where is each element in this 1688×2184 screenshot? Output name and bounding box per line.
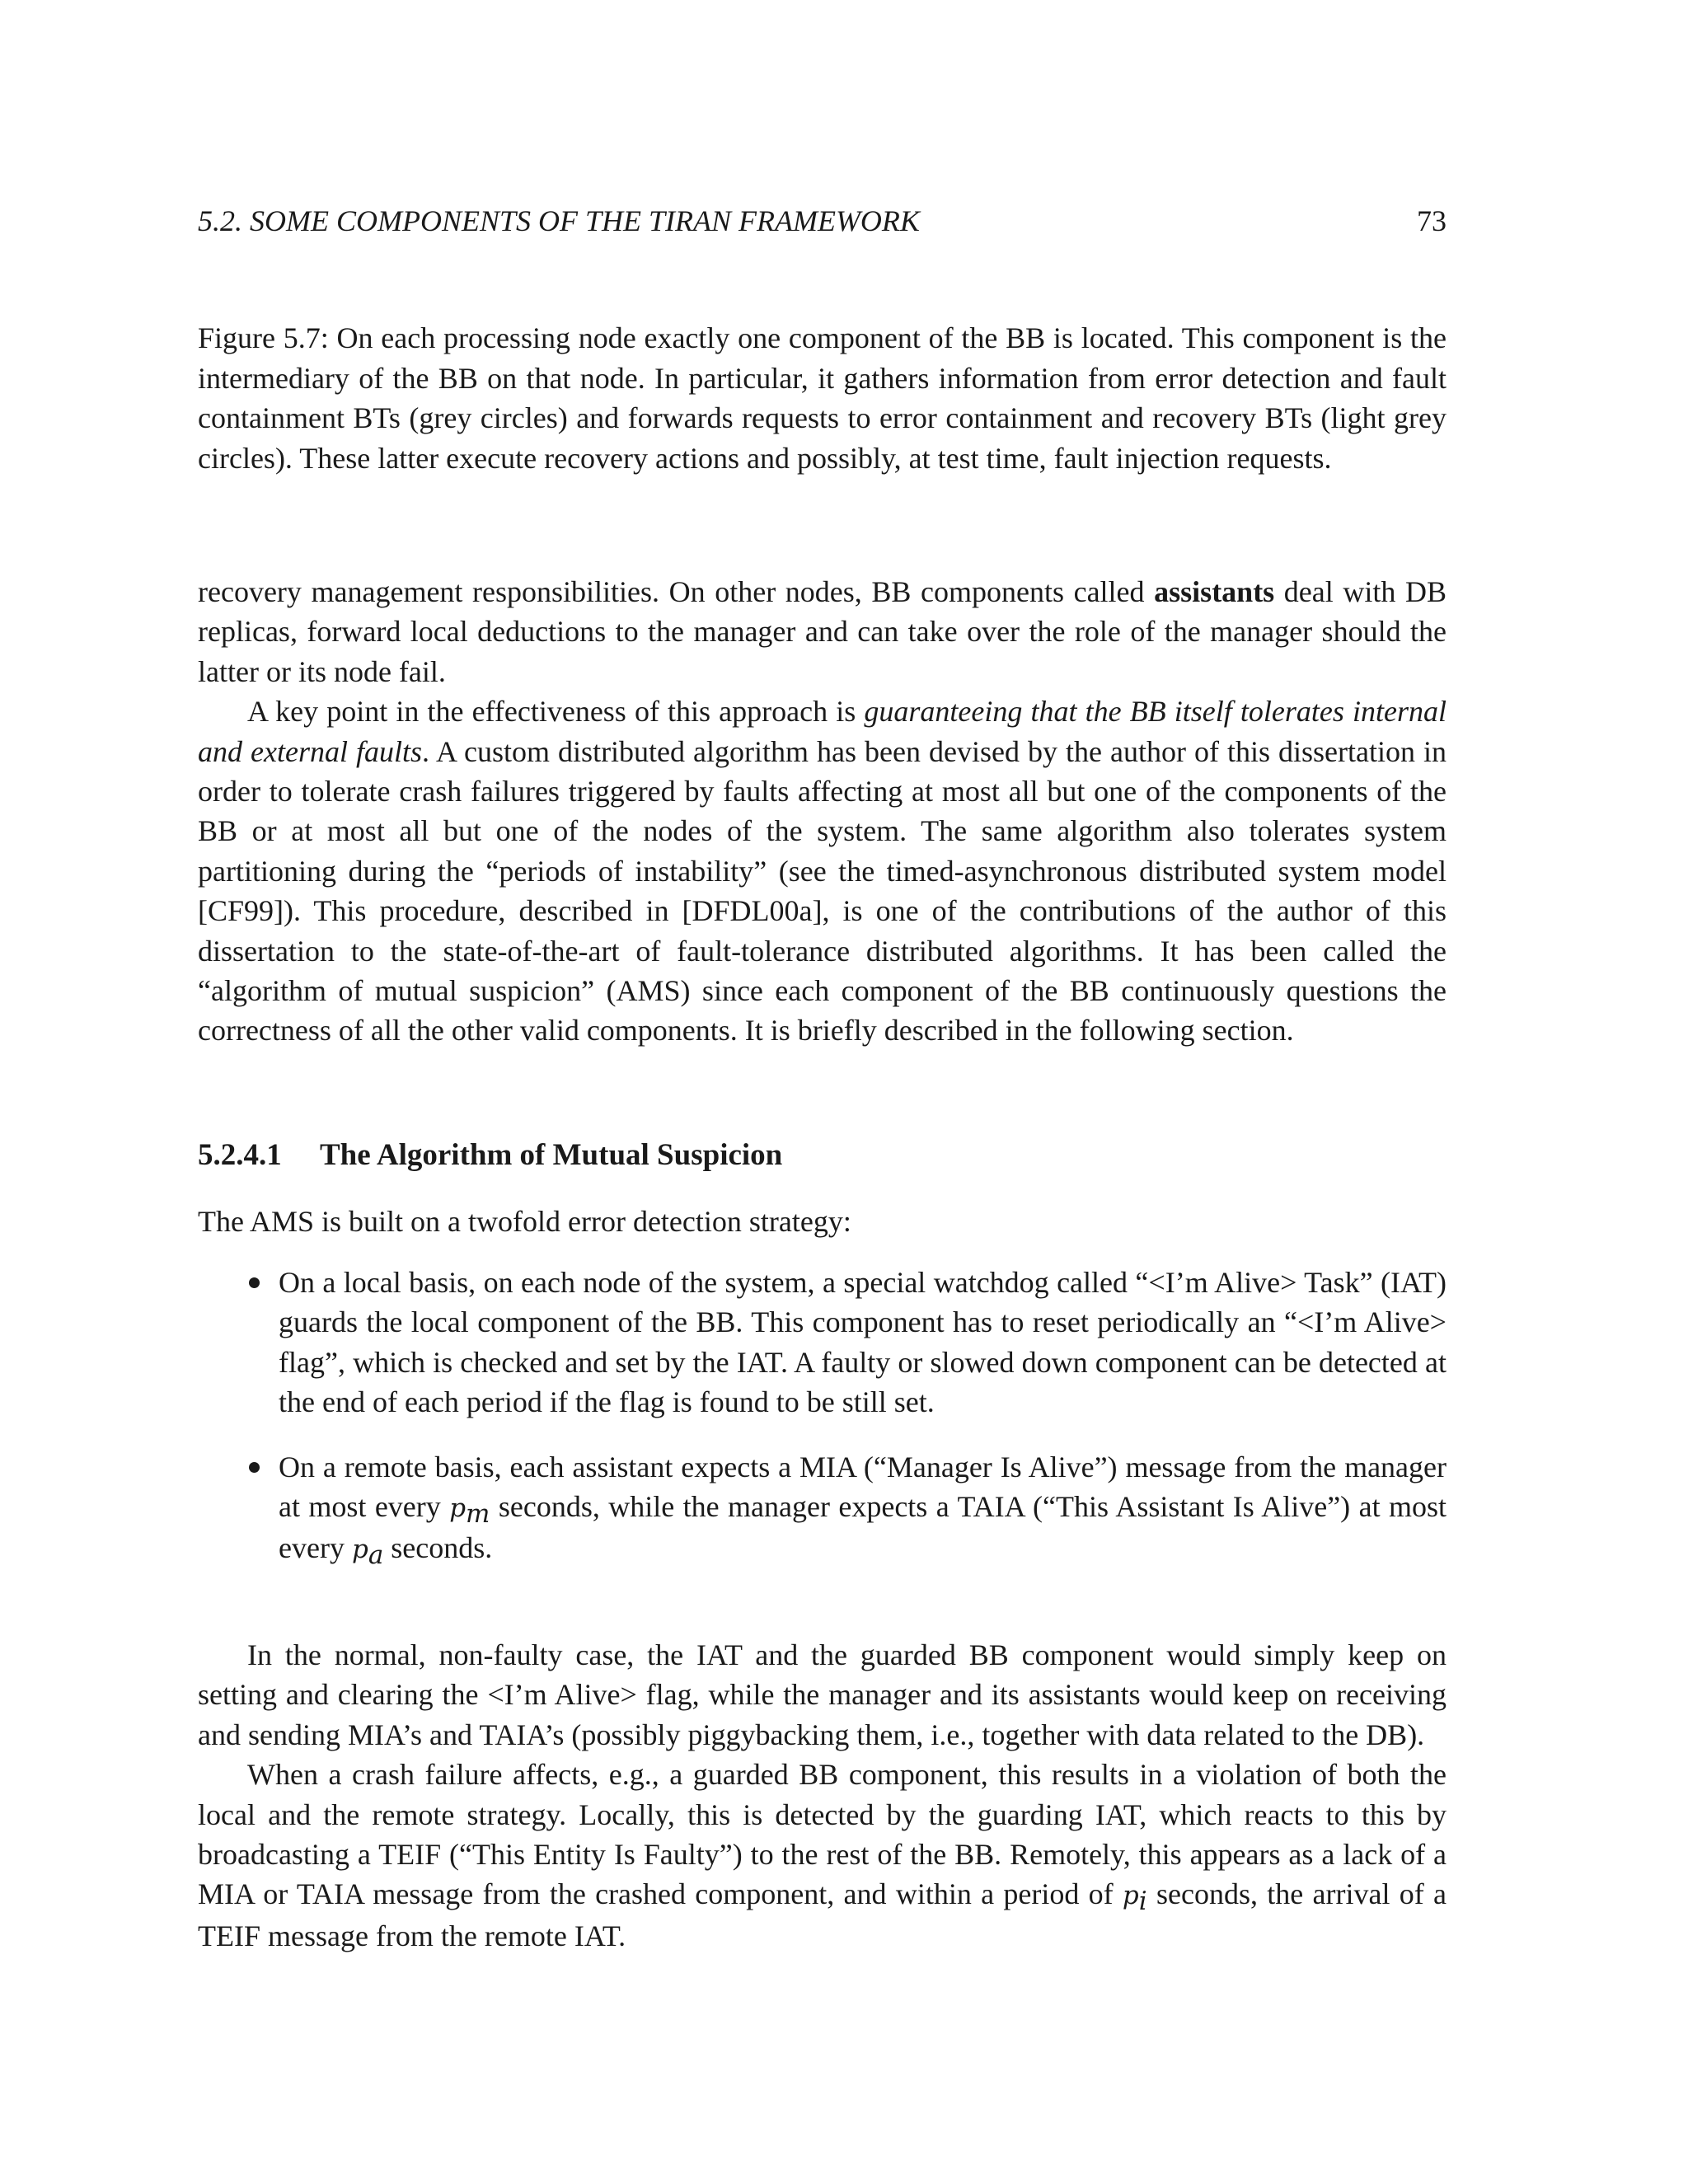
body-text-top <box>198 572 1447 1051</box>
paragraph-assistants-before: recovery management responsibilities. On other nodes, BB components called <box>198 575 1155 608</box>
ams-intro: The AMS is built on a twofold error detection strategy: <box>198 1205 851 1238</box>
paragraph-crash-failure <box>198 1755 1447 1956</box>
paragraph-assistants-after: deal with DB replicas, forward local deductions to the manager and can take over the role of the manager should the latter or its node fail. <box>198 575 1447 688</box>
page-number: 73 <box>1417 204 1447 237</box>
paragraph-assistants <box>198 572 1447 691</box>
paragraph-crash-part2: seconds, the arrival of a TEIF message from the remote IAT. <box>198 1877 1447 1952</box>
term-assistants: assistants <box>1154 575 1275 608</box>
bullet-icon <box>249 1277 260 1288</box>
strategy-list <box>198 1263 1447 1570</box>
subsection-heading <box>198 1131 1447 1180</box>
var-p: p <box>1122 1881 1139 1911</box>
list-item-remote <box>198 1447 1447 1570</box>
paragraph-key-point-before: A key point in the effectiveness of this approach is <box>247 695 865 729</box>
list-item-remote-part2: seconds, while the manager expects a TAIA (“This Assistant Is Alive”) at most every <box>279 1490 1447 1565</box>
subsection-number: 5.2.4.1 <box>198 1138 282 1172</box>
subscript-i: i <box>1138 1886 1147 1917</box>
subsection-title: The Algorithm of Mutual Suspicion <box>320 1138 783 1172</box>
subscript-a: a <box>368 1540 384 1571</box>
list-item-local <box>198 1263 1447 1422</box>
paragraph-key-point-after: . A custom distributed algorithm has been devised by the author of this dissertation in order to tolerate crash failures triggered by faults affecting at most all but one of the components of the BB or at most all but one of the nodes of the system. The same algorithm also tolerates system partitioning during the “periods of instability” (see the timed-asynchronous distributed system model [CF99]). This procedure, described in [DFDL00a], is one of the contributions of the author of this dissertation to the state-of-the-art of fault-tolerance distributed algorithms. It has been called the “algorithm of mutual suspicion” (AMS) since each component of the BB continuously questions the correctness of all the other valid components. It is briefly described in the following section. <box>198 734 1447 1047</box>
subscript-m: m <box>466 1499 490 1530</box>
running-title: 5.2. SOME COMPONENTS OF THE TIRAN FRAMEWORK <box>198 204 920 237</box>
paragraph-key-point <box>198 691 1447 1051</box>
paragraph-crash-part1: When a crash failure affects, e.g., a guarded BB component, this results in a violation of both the local and the remote strategy. Locally, this is detected by the guarding IAT, which reacts to this by broadcasting a TEIF (“This Entity Is Faulty”) to the rest of the BB. Remotely, this appears as a lack of a MIA or TAIA message from the crashed component, and within a period of <box>198 1758 1447 1911</box>
emphasis-guarantee: guaranteeing that the BB itself tolerates internal and external faults <box>198 695 1447 768</box>
figure-caption: Figure 5.7: On each processing node exactly one component of the BB is located. This component is the intermediary of the BB on that node. In particular, it gathers information from error detection and fault containment BTs (grey circles) and forwards requests to error containment and recovery BTs (light grey circles). These latter execute recovery actions and possibly, at test time, fault injection requests. <box>198 321 1447 475</box>
var-p: p <box>449 1493 467 1524</box>
list-item-remote-part3: seconds. <box>383 1531 493 1565</box>
list-item-remote-part1: On a remote basis, each assistant expects a MIA (“Manager Is Alive”) message from the manager at most every <box>279 1450 1447 1524</box>
list-item-local-text: On a local basis, on each node of the system, a special watchdog called “<I’m Alive> Task” (IAT) guards the local component of the BB. This component has to reset periodically an “<I’m Alive> flag”, which is checked and set by the IAT. A faulty or slowed down component can be detected at the end of each period if the flag is found to be still set. <box>279 1266 1447 1419</box>
var-p: p <box>351 1535 368 1565</box>
bullet-icon <box>249 1462 260 1473</box>
body-text-bottom <box>198 1635 1447 1956</box>
paragraph-normal-case: In the normal, non-faulty case, the IAT and the guarded BB component would simply keep on setting and clearing the <I’m Alive> flag, while the manager and its assistants would keep on receiving and sending MIA’s and TAIA’s (possibly piggybacking them, i.e., together with data related to the DB). <box>198 1638 1447 1751</box>
